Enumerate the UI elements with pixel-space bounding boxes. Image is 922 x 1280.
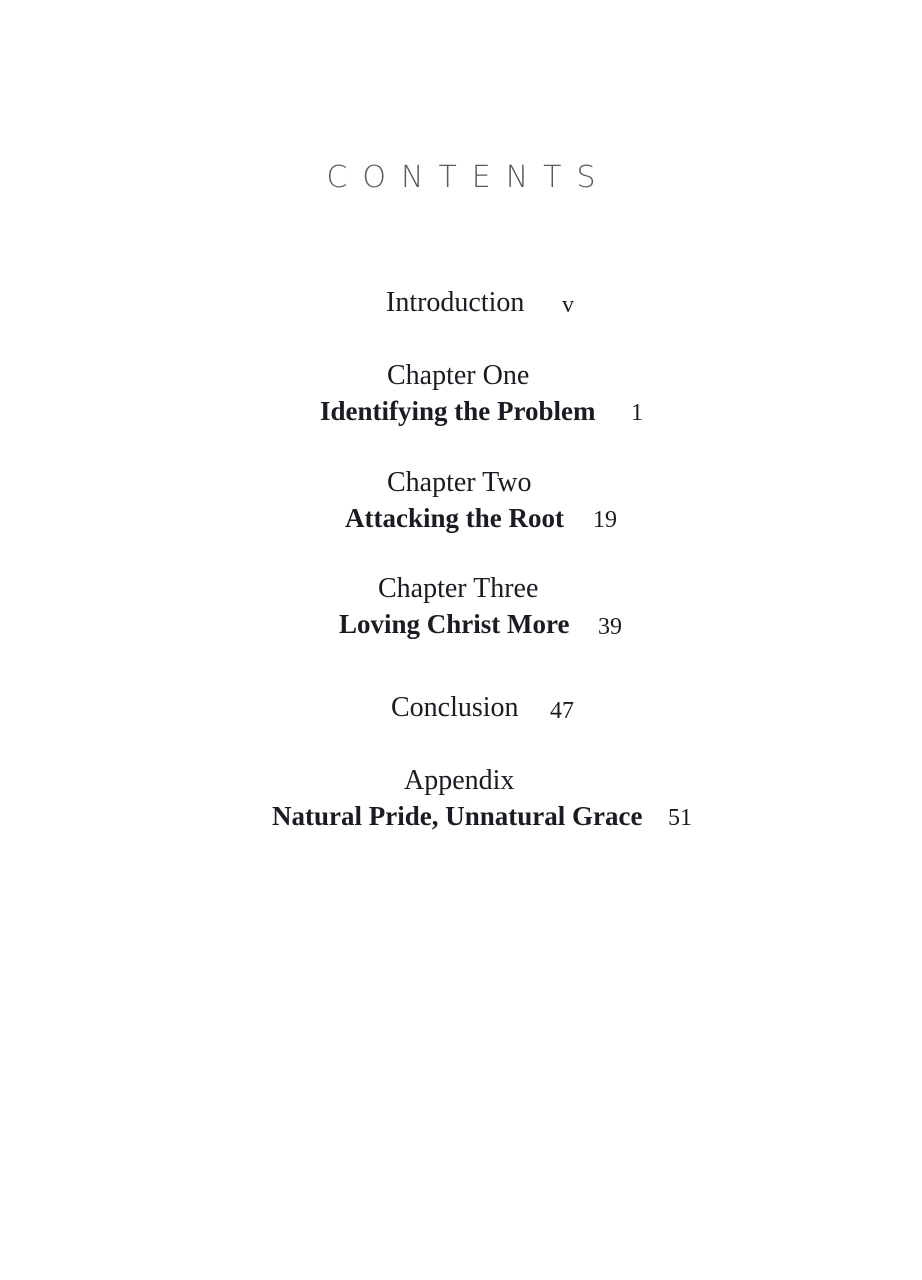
toc-chapter-one-page: 1 — [631, 400, 643, 426]
toc-chapter-three-label: Chapter Three — [378, 573, 539, 604]
toc-introduction-title[interactable]: Introduction — [386, 287, 525, 318]
toc-appendix-label: Appendix — [404, 765, 515, 796]
toc-chapter-three-title[interactable]: Loving Christ More — [339, 609, 570, 639]
toc-introduction-page: v — [562, 292, 574, 318]
toc-appendix-title[interactable]: Natural Pride, Unnatural Grace — [272, 801, 643, 831]
toc-chapter-one-label: Chapter One — [387, 360, 530, 391]
toc-appendix-page: 51 — [668, 805, 692, 831]
toc-chapter-three-page: 39 — [598, 614, 622, 640]
toc-conclusion-page: 47 — [550, 698, 574, 724]
toc-chapter-two-label: Chapter Two — [387, 467, 532, 498]
toc-chapter-one-title[interactable]: Identifying the Problem — [320, 396, 596, 426]
toc-conclusion-title[interactable]: Conclusion — [391, 692, 519, 723]
page-title: CONTENTS — [326, 160, 611, 195]
toc-chapter-two-title[interactable]: Attacking the Root — [345, 503, 564, 533]
toc-chapter-two-page: 19 — [593, 507, 617, 533]
